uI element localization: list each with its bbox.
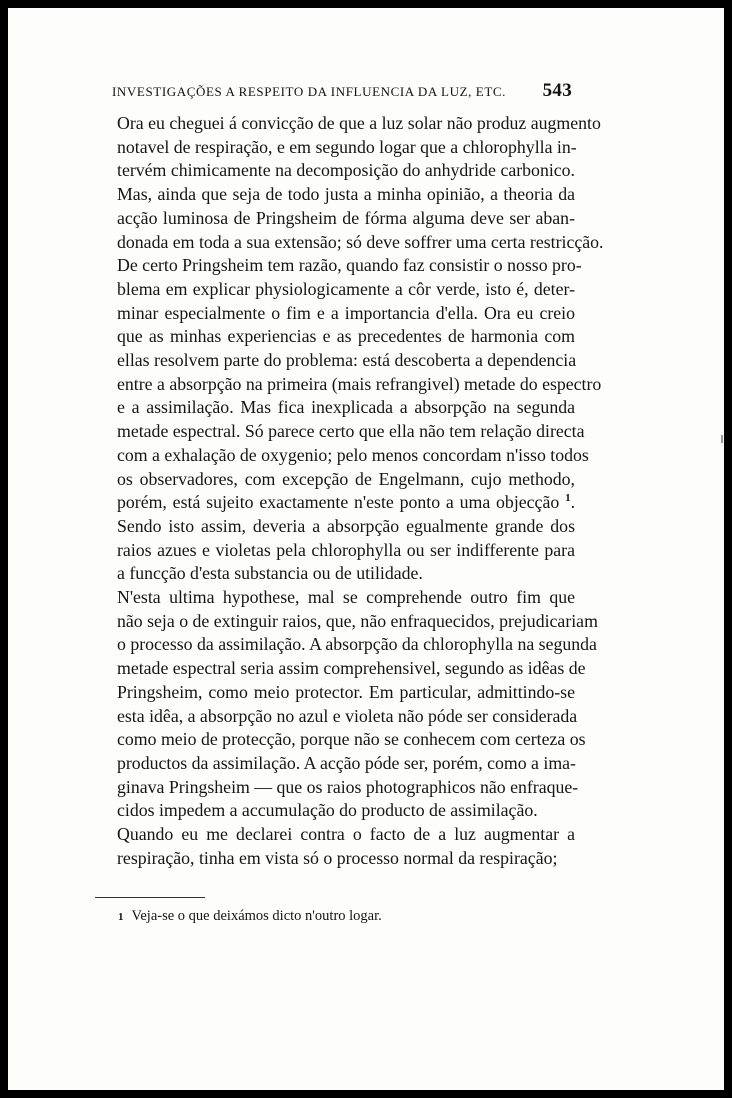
text-line: entre a absorpção na primeira (mais refrangivel) metade do espectro [117,373,602,394]
text-line: que as minhas experiencias e as precedentes de harmonia com [117,326,575,347]
text-line: notavel de respiração, e em segundo logar que a chlorophylla in- [117,136,577,157]
footnote-text: Veja-se o que deixámos dicto n'outro logar. [131,908,382,924]
text-line: Ora eu cheguei á convicção de que a luz solar não produz augmento [117,113,601,133]
text-line: como meio de protecção, porque não se conhecem com certeza os [117,729,586,750]
footnote-rule [95,897,205,898]
text-line: Quando eu me declarei contra o facto de a luz augmentar a [117,824,575,845]
text-line: tervém chimicamente na decomposição do anhydride carbonico. [117,160,575,181]
running-title: INVESTIGAÇÕES A RESPEITO DA INFLUENCIA DA LUZ, ETC. [112,84,507,99]
text-line: os observadores, com excepção de Engelmann, cujo methodo, [117,468,575,489]
footnote [118,908,578,925]
text-line: a funcção d'esta substancia ou de utilidade. [117,563,423,584]
paragraph-2 [95,586,598,823]
text-line: o processo da assimilação. A absorpção da chlorophylla na segunda [117,634,597,655]
text-line: minar especialmente o fim e a importancia d'ella. Ora eu creio [117,302,575,323]
footnote-reference: 1 [565,492,571,505]
text-line: acção luminosa de Pringsheim de fórma alguma deve ser aban- [117,207,575,228]
text-line: porém, está sujeito exactamente n'este ponto a uma objecção $^1$. [117,492,576,513]
body-text [95,112,604,871]
text-line: Mas, ainda que seja de todo justa a minha opinião, a theoria da [117,184,575,205]
text-line: Sendo isto assim, deveria a absorpção egualmente grande dos [117,515,575,536]
text-line: ellas resolvem parte do problema: está descoberta a dependencia [117,350,577,371]
text-line: blema em explicar physiologicamente a côr verde, isto é, deter- [117,278,575,299]
text-line: metade espectral seria assim comprehensivel, segundo as idêas de [117,658,586,679]
page-speck [721,435,723,443]
text-line: e a assimilação. Mas fica inexplicada a absorpção na segunda [117,397,575,418]
text-line: N'esta ultima hypothese, mal se comprehende outro fim que [117,587,575,608]
paragraph-3 [95,823,575,870]
running-header [112,80,572,104]
text-line: esta idêa, a absorpção no azul e violeta não póde ser considerada [117,705,578,726]
text-line: cidos impedem a accumulação do producto de assimilação. [117,800,538,821]
footnote-mark: 1 [118,911,124,923]
text-line: respiração, tinha em vista só o processo normal da respiração; [117,847,558,868]
text-line: Pringsheim, como meio protector. Em particular, admittindo-se [117,681,575,702]
page-number: 543 [542,80,572,101]
text-line: com a exhalação de oxygenio; pelo menos concordam n'isso todos [117,444,589,465]
text-line: donada em toda a sua extensão; só deve soffrer uma certa restricção. [117,231,604,252]
text-line: De certo Pringsheim tem razão, quando faz consistir o nosso pro- [117,255,582,276]
text-line: productos da assimilação. A acção póde ser, porém, como a ima- [117,752,576,773]
text-line: raios azues e violetas pela chlorophylla ou ser indifferente para [117,539,575,560]
text-line: ginava Pringsheim — que os raios photographicos não enfraque- [117,776,579,797]
text-line: metade espectral. Só parece certo que ella não tem relação directa [117,421,585,442]
text-line: não seja o de extinguir raios, que, não enfraquecidos, prejudicariam [117,610,598,631]
paragraph-1 [95,112,604,586]
